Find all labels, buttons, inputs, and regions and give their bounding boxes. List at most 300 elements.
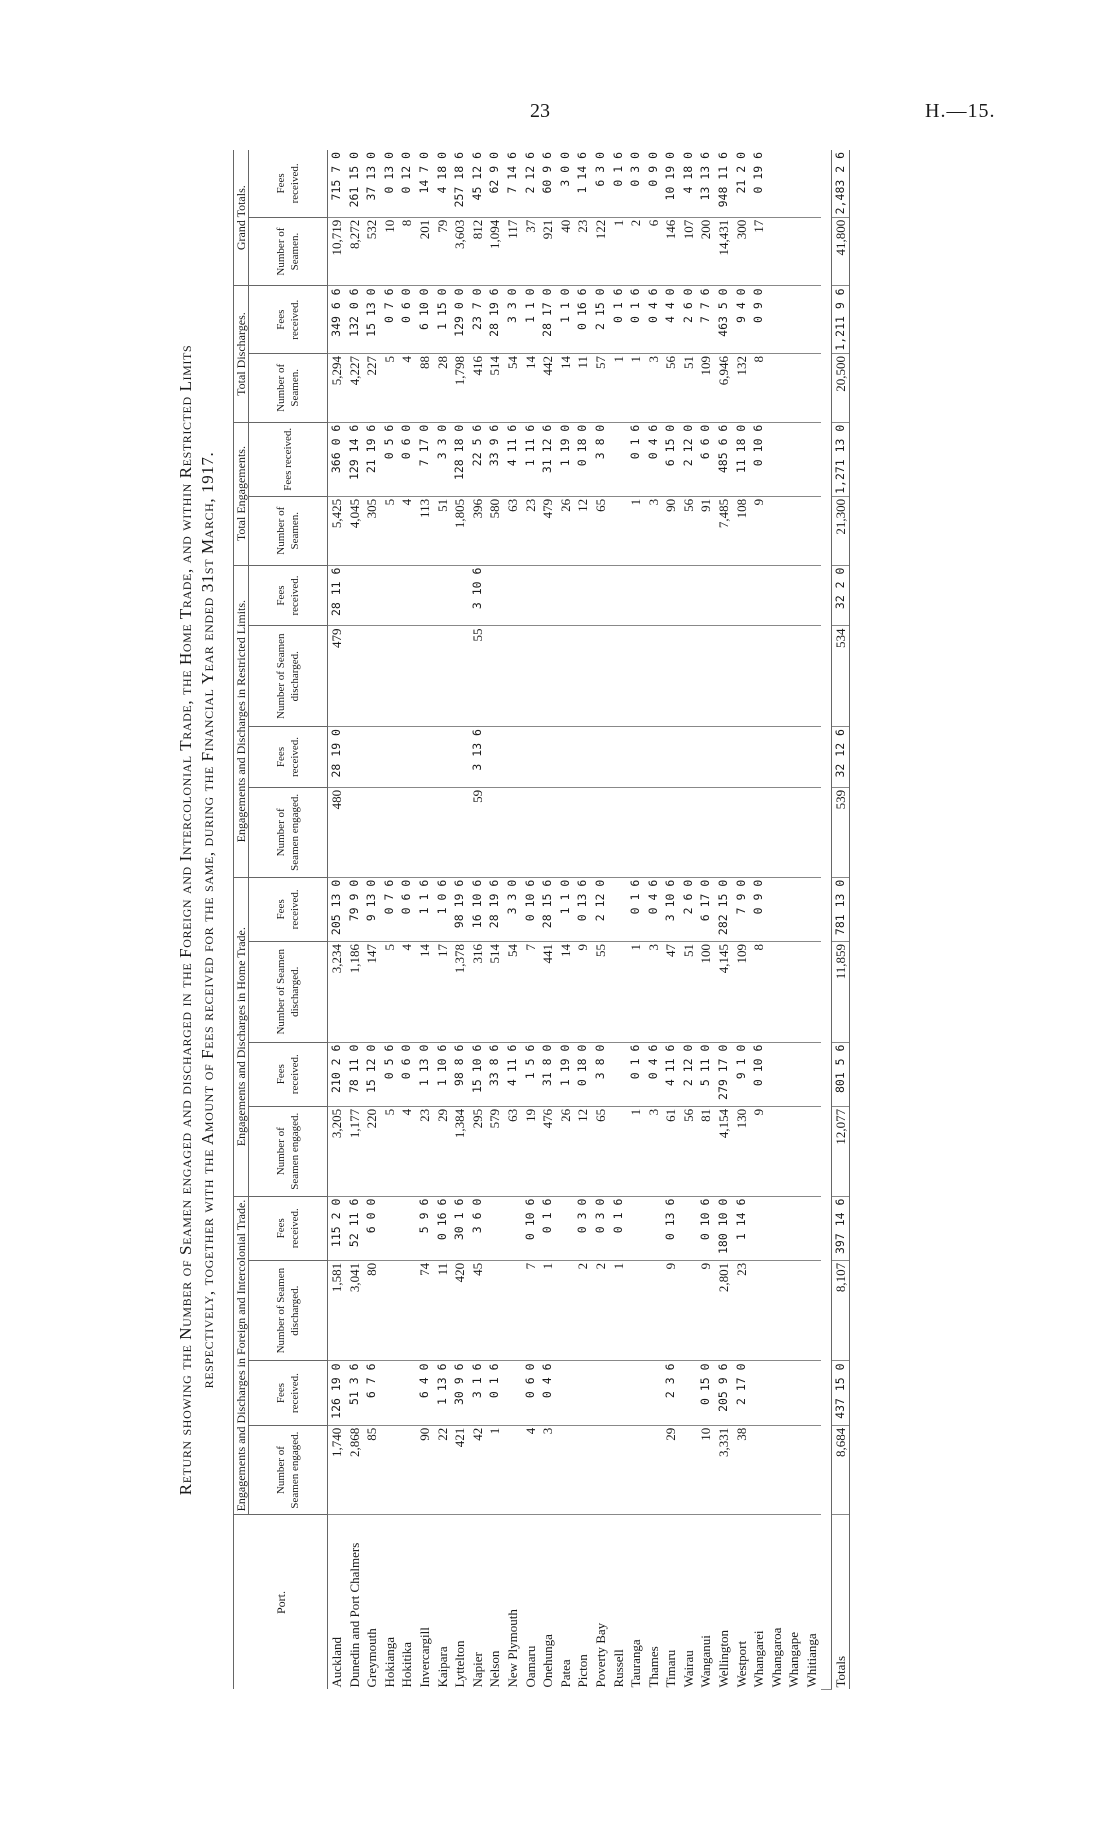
- total-engaged-fees-header: Fees received.: [249, 422, 328, 496]
- fees-cell: [803, 286, 821, 354]
- fees-cell: [662, 565, 680, 626]
- fees-cell: 7 9 0: [733, 877, 751, 941]
- table-row: [434, 150, 452, 1690]
- fees-cell: [768, 877, 786, 941]
- port-name: Lyttelton: [452, 1640, 468, 1688]
- seamen-count-cell: 305: [363, 496, 381, 565]
- spacer-cell: [821, 150, 832, 1690]
- seamen-count-cell: [715, 626, 733, 727]
- fees-cell: [557, 1361, 575, 1425]
- table-row: [627, 150, 645, 1690]
- seamen-count-cell: 479: [328, 626, 346, 727]
- table-row: [539, 150, 557, 1690]
- seamen-count-cell: [451, 787, 469, 877]
- fees-cell: 0 13 0: [381, 150, 399, 217]
- seamen-count-cell: 130: [733, 1106, 751, 1196]
- seamen-count-cell: 26: [557, 496, 575, 565]
- seamen-count-cell: 109: [697, 354, 715, 423]
- fees-cell: [768, 565, 786, 626]
- seamen-count-cell: 65: [592, 1106, 610, 1196]
- grand-fees-header: Fees received.: [249, 150, 328, 217]
- fees-cell: 32 12 6: [831, 727, 850, 788]
- fees-cell: [363, 565, 381, 626]
- fees-cell: 0 1 6: [610, 1196, 628, 1260]
- seamen-count-cell: 1,384: [451, 1106, 469, 1196]
- seamen-count-cell: 51: [680, 354, 698, 423]
- fees-cell: [680, 1196, 698, 1260]
- table-row: [346, 150, 364, 1690]
- seamen-count-cell: 146: [662, 217, 680, 286]
- page-header: [0, 100, 1114, 140]
- seamen-count-cell: 8: [398, 217, 416, 286]
- fees-cell: 2,483 2 6: [831, 150, 850, 217]
- fees-cell: 98 8 6: [451, 1042, 469, 1106]
- seamen-count-cell: [486, 626, 504, 727]
- seamen-count-cell: 14: [416, 941, 434, 1042]
- fees-cell: 7 17 0: [416, 422, 434, 496]
- seamen-count-cell: 81: [697, 1106, 715, 1196]
- seamen-count-cell: 107: [680, 217, 698, 286]
- port-name: Timaru: [663, 1649, 679, 1688]
- seamen-count-cell: [768, 626, 786, 727]
- seamen-count-cell: 6: [645, 217, 663, 286]
- seamen-count-cell: 476: [539, 1106, 557, 1196]
- port-name: Auckland: [329, 1636, 344, 1688]
- seamen-count-cell: 580: [486, 496, 504, 565]
- fees-cell: 2 17 0: [733, 1361, 751, 1425]
- table-row: [697, 150, 715, 1690]
- fees-cell: 60 9 6: [539, 150, 557, 217]
- seamen-count-cell: [434, 626, 452, 727]
- seamen-count-cell: 90: [416, 1425, 434, 1515]
- seamen-count-cell: [504, 787, 522, 877]
- fees-cell: [768, 286, 786, 354]
- seamen-count-cell: [785, 217, 803, 286]
- seamen-count-cell: [610, 787, 628, 877]
- seamen-count-cell: 85: [363, 1425, 381, 1515]
- fees-cell: 1 1 0: [557, 877, 575, 941]
- seamen-count-cell: [592, 626, 610, 727]
- table-title-line-2: respectively, together with the Amount of Fees received for the same, during the Financial Year ended 31st March, 1917.: [198, 451, 217, 1389]
- port-name: Wanganui: [698, 1635, 714, 1688]
- seamen-count-cell: [750, 626, 768, 727]
- seamen-count-cell: 1,740: [328, 1425, 346, 1515]
- fees-cell: 132 0 6: [346, 286, 364, 354]
- port-name: Whangarei: [751, 1630, 767, 1688]
- seamen-count-cell: 3: [645, 354, 663, 423]
- fees-cell: [610, 422, 628, 496]
- seamen-count-cell: 147: [363, 941, 381, 1042]
- table-row: [768, 150, 786, 1690]
- fees-cell: [486, 727, 504, 788]
- seamen-count-cell: [627, 787, 645, 877]
- fees-cell: 210 2 6: [328, 1042, 346, 1106]
- seamen-count-cell: 480: [328, 787, 346, 877]
- fees-cell: 3 1 6: [469, 1361, 487, 1425]
- table-row: [645, 150, 663, 1690]
- fees-cell: [610, 565, 628, 626]
- fees-cell: 0 9 0: [750, 877, 768, 941]
- fees-cell: 205 9 6: [715, 1361, 733, 1425]
- seamen-count-cell: [451, 626, 469, 727]
- total-discharged-seamen-header: Number of Seamen.: [249, 354, 328, 423]
- fees-cell: 0 9 0: [750, 286, 768, 354]
- seamen-count-cell: 54: [504, 354, 522, 423]
- seamen-count-cell: 1: [627, 496, 645, 565]
- fees-cell: [627, 727, 645, 788]
- fees-cell: [539, 565, 557, 626]
- fees-cell: 15 10 6: [469, 1042, 487, 1106]
- port-name: Wairau: [680, 1650, 696, 1688]
- fees-cell: 128 18 0: [451, 422, 469, 496]
- seamen-count-cell: 23: [416, 1106, 434, 1196]
- port-name: Napier: [469, 1652, 485, 1688]
- fees-cell: 0 6 0: [398, 286, 416, 354]
- fees-cell: 1 14 6: [574, 150, 592, 217]
- fees-cell: [381, 1361, 399, 1425]
- seamen-count-cell: [803, 354, 821, 423]
- seamen-count-cell: 63: [504, 1106, 522, 1196]
- seamen-count-cell: 108: [733, 496, 751, 565]
- fees-cell: 16 10 6: [469, 877, 487, 941]
- seamen-count-cell: 9: [750, 1106, 768, 1196]
- fees-cell: 9 13 0: [363, 877, 381, 941]
- table-row: [451, 150, 469, 1690]
- seamen-count-cell: [645, 787, 663, 877]
- fees-cell: 0 10 6: [750, 1042, 768, 1106]
- fees-cell: 0 10 6: [522, 877, 540, 941]
- seamen-count-cell: 54: [504, 941, 522, 1042]
- fees-cell: 1 19 0: [557, 1042, 575, 1106]
- seamen-count-cell: [610, 1106, 628, 1196]
- fees-cell: [522, 727, 540, 788]
- seamen-count-cell: 1: [627, 941, 645, 1042]
- seamen-count-cell: 2: [574, 1260, 592, 1361]
- seamen-count-cell: [768, 1425, 786, 1515]
- fees-cell: 0 5 6: [381, 1042, 399, 1106]
- fees-cell: [592, 1361, 610, 1425]
- port-name: Thames: [645, 1646, 661, 1688]
- fees-cell: 5 11 0: [697, 1042, 715, 1106]
- fees-cell: 1,211 9 6: [831, 286, 850, 354]
- total-engaged-seamen-header: Number of Seamen.: [249, 496, 328, 565]
- seamen-count-cell: [803, 1260, 821, 1361]
- fees-cell: 1 5 6: [522, 1042, 540, 1106]
- fees-cell: [785, 1361, 803, 1425]
- seamen-count-cell: 5: [381, 354, 399, 423]
- seamen-count-cell: 1: [486, 1425, 504, 1515]
- fees-cell: 1 19 0: [557, 422, 575, 496]
- seamen-count-cell: [750, 1260, 768, 1361]
- seamen-return-table: [233, 150, 850, 1690]
- seamen-count-cell: 2: [592, 1260, 610, 1361]
- seamen-count-cell: 29: [434, 1106, 452, 1196]
- fees-cell: 1,271 13 0: [831, 422, 850, 496]
- seamen-count-cell: [768, 1260, 786, 1361]
- seamen-count-cell: 17: [750, 217, 768, 286]
- port-name: Onehunga: [540, 1634, 556, 1688]
- restricted-engaged-header: Number of Seamen engaged.: [249, 787, 328, 877]
- fees-cell: [680, 1361, 698, 1425]
- fees-cell: [574, 1361, 592, 1425]
- fees-cell: [803, 150, 821, 217]
- fees-cell: 349 6 6: [328, 286, 346, 354]
- seamen-count-cell: 316: [469, 941, 487, 1042]
- fees-cell: [733, 727, 751, 788]
- fees-cell: 0 18 0: [574, 422, 592, 496]
- fees-cell: [381, 565, 399, 626]
- fees-cell: 0 6 0: [398, 422, 416, 496]
- fees-cell: 948 11 6: [715, 150, 733, 217]
- fees-cell: 115 2 0: [328, 1196, 346, 1260]
- seamen-count-cell: 9: [697, 1260, 715, 1361]
- fees-cell: 0 1 6: [627, 1042, 645, 1106]
- seamen-count-cell: [768, 496, 786, 565]
- fees-cell: 3 6 0: [469, 1196, 487, 1260]
- fees-cell: 28 19 6: [486, 877, 504, 941]
- table-row: [381, 150, 399, 1690]
- fees-cell: [610, 727, 628, 788]
- fees-cell: 4 11 6: [662, 1042, 680, 1106]
- seamen-count-cell: 9: [574, 941, 592, 1042]
- seamen-count-cell: 300: [733, 217, 751, 286]
- fees-cell: 0 1 6: [627, 286, 645, 354]
- fees-cell: [486, 1196, 504, 1260]
- fees-cell: 0 4 6: [645, 286, 663, 354]
- fees-cell: [557, 727, 575, 788]
- home-discharged-fees-header: Fees received.: [249, 877, 328, 941]
- port-name: Poverty Bay: [592, 1622, 608, 1688]
- fees-cell: 1 10 6: [434, 1042, 452, 1106]
- seamen-count-cell: 1,805: [451, 496, 469, 565]
- fees-cell: 3 3 0: [504, 877, 522, 941]
- fees-cell: [398, 1361, 416, 1425]
- fees-cell: 14 7 0: [416, 150, 434, 217]
- fees-cell: 28 11 6: [328, 565, 346, 626]
- fees-cell: 0 4 6: [539, 1361, 557, 1425]
- seamen-count-cell: 8: [750, 354, 768, 423]
- fees-cell: [451, 727, 469, 788]
- table-row: [592, 150, 610, 1690]
- fees-cell: 126 19 0: [328, 1361, 346, 1425]
- seamen-count-cell: 1,186: [346, 941, 364, 1042]
- fees-cell: [522, 565, 540, 626]
- seamen-count-cell: 8,684: [831, 1425, 850, 1515]
- seamen-count-cell: [627, 1425, 645, 1515]
- fees-cell: [486, 565, 504, 626]
- fees-cell: [592, 727, 610, 788]
- seamen-count-cell: 4: [398, 1106, 416, 1196]
- restricted-discharged-header: Number of Seamen discharged.: [249, 626, 328, 727]
- fees-cell: [803, 1361, 821, 1425]
- seamen-count-cell: 88: [416, 354, 434, 423]
- seamen-count-cell: [574, 626, 592, 727]
- fees-cell: 2 12 6: [522, 150, 540, 217]
- seamen-count-cell: 12: [574, 496, 592, 565]
- seamen-count-cell: 5: [381, 941, 399, 1042]
- fees-cell: [785, 877, 803, 941]
- port-name: Totals: [831, 1515, 850, 1690]
- seamen-count-cell: 23: [574, 217, 592, 286]
- fees-cell: 13 13 6: [697, 150, 715, 217]
- fees-cell: 9 1 0: [733, 1042, 751, 1106]
- port-name: Kaipara: [434, 1646, 450, 1688]
- spacer-row: [821, 150, 832, 1690]
- fees-cell: 31 8 0: [539, 1042, 557, 1106]
- seamen-count-cell: 65: [592, 496, 610, 565]
- port-name: Invercargill: [416, 1627, 432, 1688]
- seamen-count-cell: 1,094: [486, 217, 504, 286]
- fees-cell: 397 14 6: [831, 1196, 850, 1260]
- fees-cell: [785, 565, 803, 626]
- fees-cell: [680, 565, 698, 626]
- fees-cell: [557, 565, 575, 626]
- seamen-count-cell: [363, 626, 381, 727]
- seamen-count-cell: [645, 1260, 663, 1361]
- seamen-count-cell: 10: [697, 1425, 715, 1515]
- seamen-count-cell: 534: [831, 626, 850, 727]
- seamen-count-cell: [398, 1425, 416, 1515]
- fees-cell: 1 11 6: [522, 422, 540, 496]
- seamen-count-cell: [785, 496, 803, 565]
- seamen-count-cell: [398, 626, 416, 727]
- fees-cell: 5 9 6: [416, 1196, 434, 1260]
- fees-cell: 801 5 6: [831, 1042, 850, 1106]
- seamen-count-cell: 12: [574, 1106, 592, 1196]
- fees-cell: [803, 727, 821, 788]
- seamen-count-cell: [363, 787, 381, 877]
- seamen-count-cell: [416, 626, 434, 727]
- fees-cell: [627, 1196, 645, 1260]
- seamen-count-cell: 1: [610, 217, 628, 286]
- seamen-count-cell: 5,425: [328, 496, 346, 565]
- fees-cell: [697, 565, 715, 626]
- seamen-count-cell: 23: [522, 496, 540, 565]
- fees-cell: 0 4 6: [645, 877, 663, 941]
- fees-cell: [750, 565, 768, 626]
- seamen-count-cell: 10,719: [328, 217, 346, 286]
- table-row: [416, 150, 434, 1690]
- seamen-count-cell: [785, 941, 803, 1042]
- total-discharged-fees-header: Fees received.: [249, 286, 328, 354]
- seamen-count-cell: [486, 1260, 504, 1361]
- seamen-count-cell: 90: [662, 496, 680, 565]
- fees-cell: 0 12 0: [398, 150, 416, 217]
- fees-cell: [346, 727, 364, 788]
- fees-cell: [750, 1361, 768, 1425]
- seamen-count-cell: [645, 1425, 663, 1515]
- seamen-count-cell: 91: [697, 496, 715, 565]
- seamen-count-cell: [539, 787, 557, 877]
- fees-cell: [610, 877, 628, 941]
- table-row: [715, 150, 733, 1690]
- fees-cell: 4 18 0: [434, 150, 452, 217]
- seamen-count-cell: [803, 496, 821, 565]
- port-name: Wellington: [716, 1630, 732, 1688]
- fees-cell: [662, 727, 680, 788]
- seamen-count-cell: 55: [469, 626, 487, 727]
- fees-cell: [363, 727, 381, 788]
- seamen-count-cell: 132: [733, 354, 751, 423]
- seamen-count-cell: 200: [697, 217, 715, 286]
- seamen-count-cell: 1: [610, 354, 628, 423]
- port-name: New Plymouth: [504, 1609, 520, 1688]
- fees-cell: [697, 727, 715, 788]
- port-name: Picton: [575, 1654, 591, 1688]
- seamen-count-cell: 579: [486, 1106, 504, 1196]
- seamen-count-cell: 4: [398, 354, 416, 423]
- seamen-count-cell: 80: [363, 1260, 381, 1361]
- seamen-count-cell: [346, 626, 364, 727]
- seamen-count-cell: 421: [451, 1425, 469, 1515]
- seamen-count-cell: [381, 1260, 399, 1361]
- fees-cell: 4 11 6: [504, 422, 522, 496]
- seamen-count-cell: [610, 941, 628, 1042]
- fees-cell: [381, 727, 399, 788]
- seamen-count-cell: 8,107: [831, 1260, 850, 1361]
- seamen-count-cell: [803, 941, 821, 1042]
- seamen-count-cell: 4,145: [715, 941, 733, 1042]
- seamen-count-cell: [522, 626, 540, 727]
- fees-cell: 0 6 0: [398, 877, 416, 941]
- fees-cell: 0 6 0: [398, 1042, 416, 1106]
- table-row: [750, 150, 768, 1690]
- fees-cell: [434, 727, 452, 788]
- seamen-count-cell: 1,378: [451, 941, 469, 1042]
- port-name: Whangaroa: [768, 1627, 784, 1688]
- fees-cell: 2 3 6: [662, 1361, 680, 1425]
- fees-cell: 7 7 6: [697, 286, 715, 354]
- seamen-count-cell: 3: [645, 941, 663, 1042]
- fees-cell: [416, 565, 434, 626]
- fees-cell: [768, 1361, 786, 1425]
- seamen-count-cell: 514: [486, 941, 504, 1042]
- seamen-count-cell: 2,801: [715, 1260, 733, 1361]
- seamen-count-cell: [785, 787, 803, 877]
- seamen-count-cell: 416: [469, 354, 487, 423]
- seamen-count-cell: 4,045: [346, 496, 364, 565]
- fees-cell: [434, 565, 452, 626]
- seamen-count-cell: 7: [522, 941, 540, 1042]
- fees-cell: 6 7 6: [363, 1361, 381, 1425]
- fees-cell: [803, 877, 821, 941]
- fees-cell: 3 10 6: [662, 877, 680, 941]
- seamen-count-cell: [434, 787, 452, 877]
- seamen-count-cell: [768, 354, 786, 423]
- seamen-count-cell: 1,177: [346, 1106, 364, 1196]
- fees-cell: 129 0 0: [451, 286, 469, 354]
- fees-cell: 31 12 6: [539, 422, 557, 496]
- fees-cell: 0 7 6: [381, 877, 399, 941]
- foreign-engaged-fees-header: Fees received.: [249, 1361, 328, 1425]
- seamen-count-cell: 51: [434, 496, 452, 565]
- fees-cell: 1 1 6: [416, 877, 434, 941]
- seamen-count-cell: [680, 1425, 698, 1515]
- seamen-count-cell: 17: [434, 941, 452, 1042]
- seamen-count-cell: 28: [434, 354, 452, 423]
- port-name: Hokianga: [381, 1636, 397, 1688]
- fees-cell: 1 14 6: [733, 1196, 751, 1260]
- fees-cell: 6 15 0: [662, 422, 680, 496]
- fees-cell: 52 11 6: [346, 1196, 364, 1260]
- fees-cell: 0 1 6: [610, 150, 628, 217]
- seamen-count-cell: [557, 1260, 575, 1361]
- seamen-count-cell: 295: [469, 1106, 487, 1196]
- seamen-count-cell: 3,234: [328, 941, 346, 1042]
- seamen-count-cell: 113: [416, 496, 434, 565]
- fees-cell: [539, 727, 557, 788]
- fees-cell: 2 12 0: [592, 877, 610, 941]
